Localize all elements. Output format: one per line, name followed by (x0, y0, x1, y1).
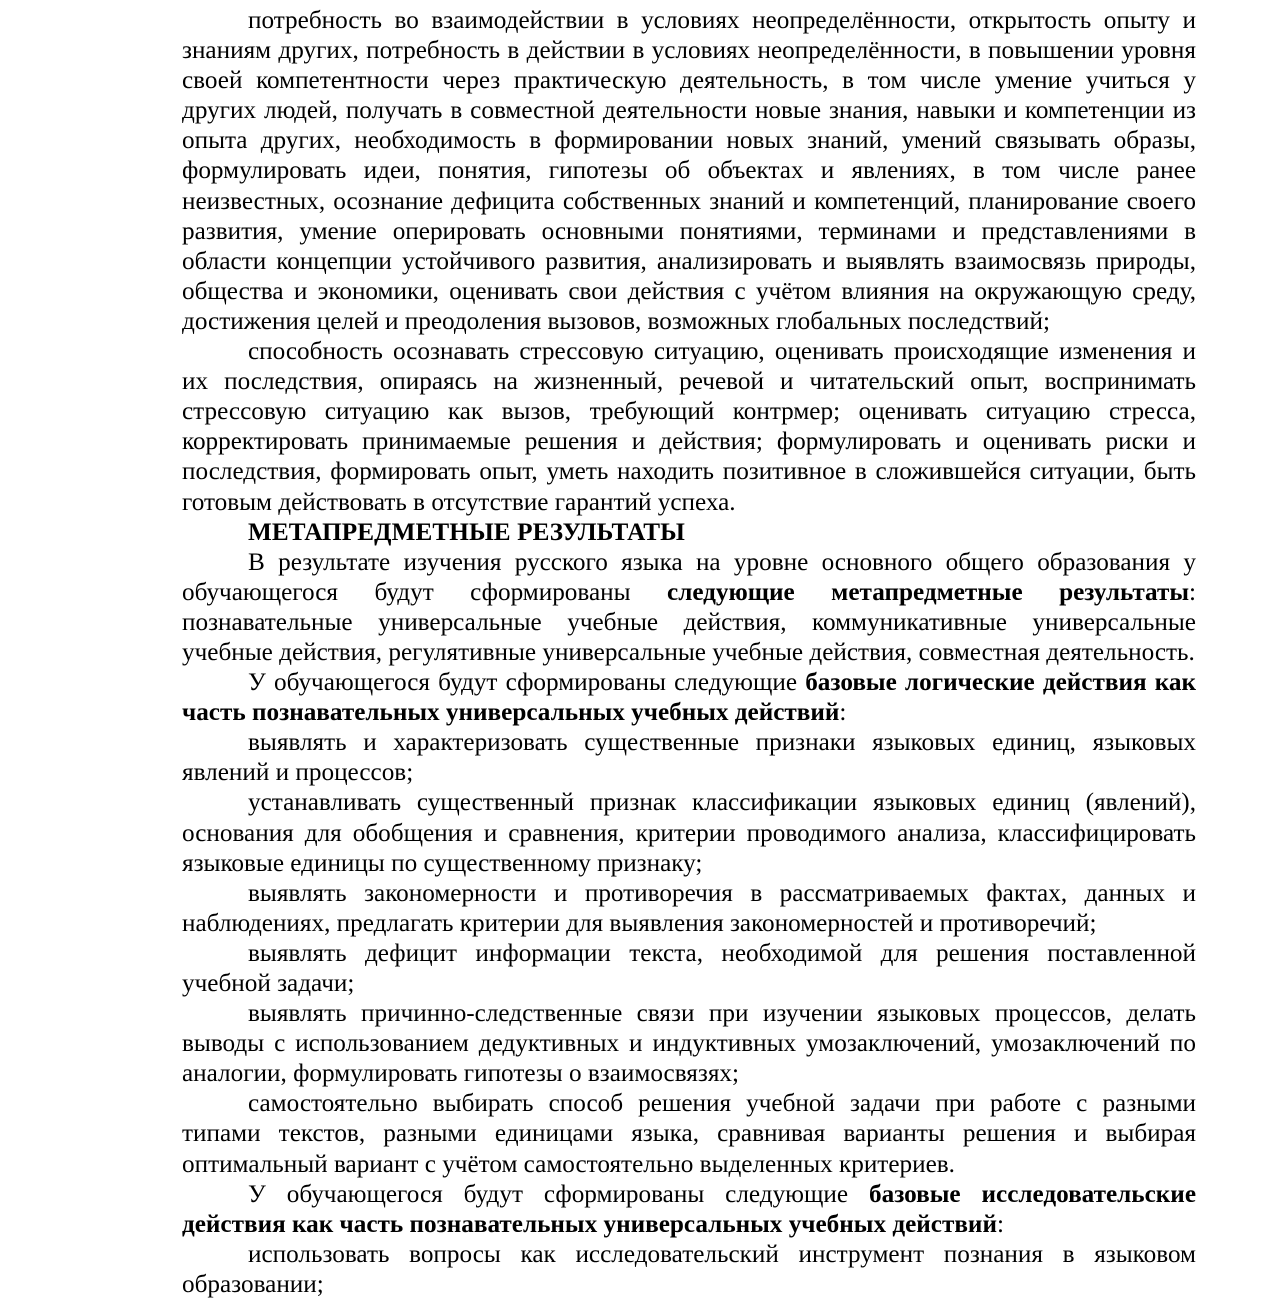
paragraph-9: выявлять причинно-следственные связи при изучении языковых процессов, делать выводы с использованием дедуктивных и индуктивных умозаключений, умозаключений по аналогии, формулировать гипотезы о взаимосвязях; (182, 1000, 1196, 1088)
run-emphasis: следующие метапредметные результаты (667, 578, 1189, 606)
paragraph-12: использовать вопросы как исследовательский инструмент познания в языковом образовании; (182, 1240, 1196, 1298)
run-emphasis: базовые логические действия как часть познавательных универсальных учебных действий (182, 669, 1196, 727)
paragraph-5: выявлять и характеризовать существенные признаки языковых единиц, языковых явлений и процессов; (182, 729, 1196, 787)
run-text: У обучающегося будут сформированы следующие (248, 669, 806, 697)
paragraph-11 (182, 1180, 1196, 1240)
run-text: : (839, 699, 847, 727)
paragraph-10: самостоятельно выбирать способ решения учебной задачи при работе с разными типами текстов, разными единицами языка, сравнивая варианты решения и выбирая оптимальный вариант с учётом самостоятельно выделенных критериев. (182, 1090, 1196, 1178)
paragraph-3 (182, 548, 1196, 668)
section-heading-metasubject-results: МЕТАПРЕДМЕТНЫЕ РЕЗУЛЬТАТЫ (248, 518, 685, 546)
run-emphasis: базовые исследовательские действия как часть познавательных универсальных учебных действий (182, 1180, 1196, 1238)
run-text: : познавательные универсальные учебные действия, коммуникативные универсальные учебные действия, регулятивные универсальные учебные действия, совместная деятельность. (182, 578, 1196, 666)
run-text: У обучающегося будут сформированы следующие (248, 1180, 869, 1208)
document-text-body (182, 0, 1196, 1300)
run-text: : (996, 1210, 1004, 1238)
paragraph-1: потребность во взаимодействии в условиях неопределённости, открытость опыту и знаниям других, потребность в действии в условиях неопределённости, в повышении уровня своей компетентности через практическую деятельность, в том числе умение учиться у других людей, получать в совместной деятельности новые знания, навыки и компетенции из опыта других, необходимость в формировании новых знаний, умений связывать образы, формулировать идеи, понятия, гипотезы об объектах и явлениях, в том числе ранее неизвестных, осознание дефицита собственных знаний и компетенций, планирование своего развития, умение оперировать основными понятиями, терминами и представлениями в области концепции устойчивого развития, анализировать и выявлять взаимосвязь природы, общества и экономики, оценивать свои действия с учётом влияния на окружающую среду, достижения целей и преодоления вызовов, возможных глобальных последствий; (182, 7, 1196, 335)
paragraph-7: выявлять закономерности и противоречия в рассматриваемых фактах, данных и наблюдениях, предлагать критерии для выявления закономерностей и противоречий; (182, 879, 1196, 937)
paragraph-4 (182, 668, 1196, 728)
run-text: В результате изучения русского языка на уровне основного общего образования у обучающегося будут сформированы (182, 548, 1196, 606)
paragraph-8: выявлять дефицит информации текста, необходимой для решения поставленной учебной задачи; (182, 939, 1196, 997)
paragraph-2: способность осознавать стрессовую ситуацию, оценивать происходящие изменения и их последствия, опираясь на жизненный, речевой и читательский опыт, воспринимать стрессовую ситуацию как вызов, требующий контрмер; оценивать ситуацию стресса, корректировать принимаемые решения и действия; формулировать и оценивать риски и последствия, формировать опыт, уметь находить позитивное в сложившейся ситуации, быть готовым действовать в отсутствие гарантий успеха. (182, 338, 1196, 516)
paragraph-6: устанавливать существенный признак классификации языковых единиц (явлений), основания для обобщения и сравнения, критерии проводимого анализа, классифицировать языковые единицы по существенному признаку; (182, 789, 1196, 877)
